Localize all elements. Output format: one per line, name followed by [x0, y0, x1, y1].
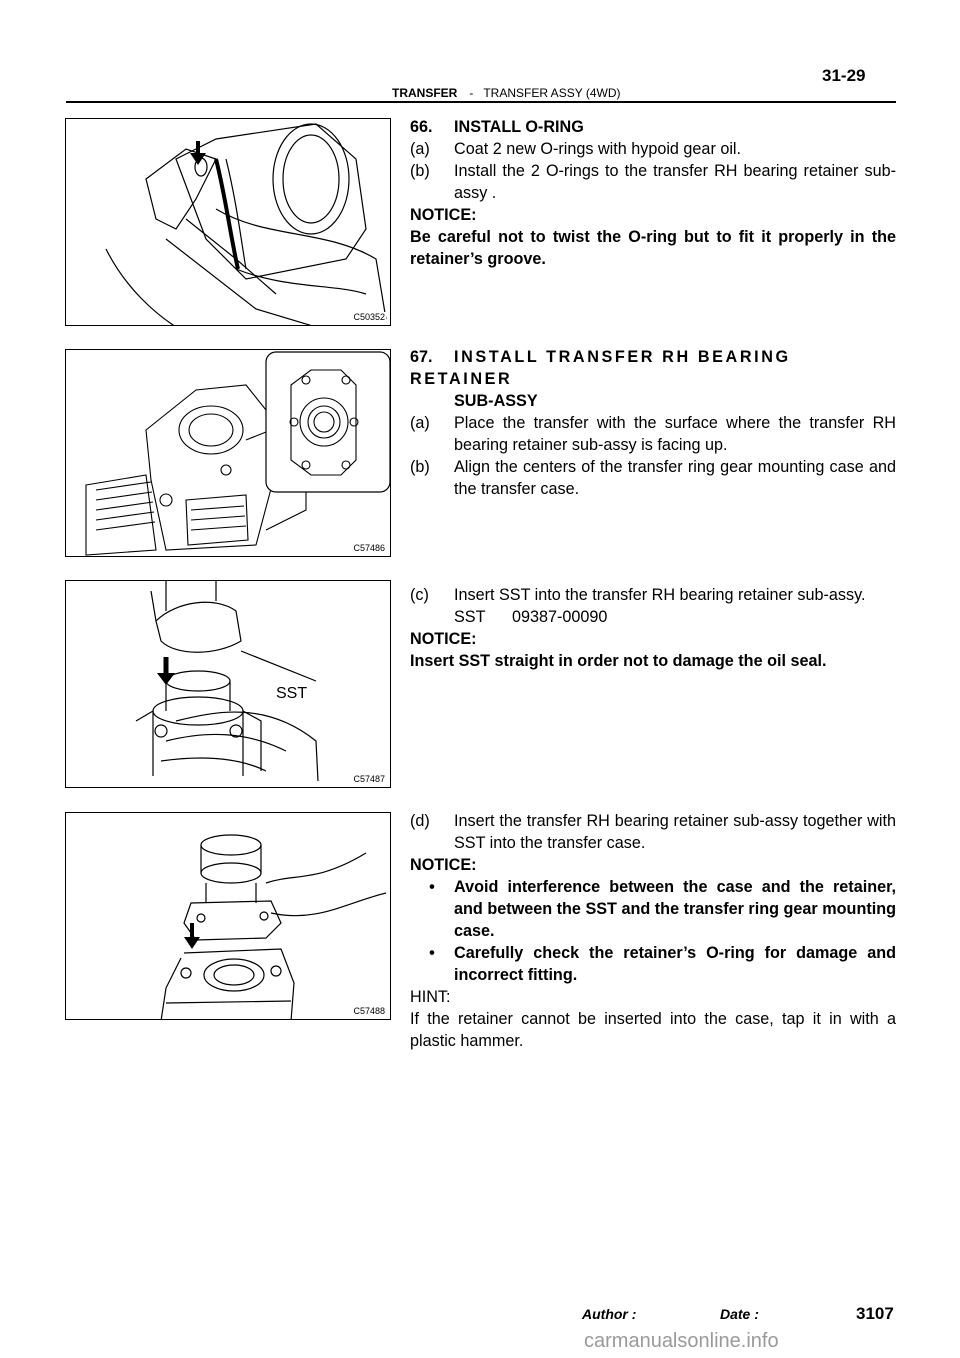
header-rule — [66, 101, 896, 103]
watermark: carmanualsonline.info — [584, 1330, 779, 1352]
figure-code: C57487 — [353, 774, 385, 784]
step-title: INSTALL O-RING — [454, 118, 584, 136]
step-67-heading — [410, 346, 896, 390]
transfer-illustration — [66, 350, 391, 557]
figure-code: C57488 — [353, 1006, 385, 1016]
notice-label: NOTICE: — [410, 630, 477, 648]
section-header — [392, 86, 620, 100]
sst-callout-label: SST — [276, 685, 308, 702]
notice-text: Insert SST straight in order not to damage the oil seal. — [410, 652, 827, 670]
notice-label: NOTICE: — [410, 856, 477, 874]
step-67c — [410, 584, 896, 672]
figure-oring-install — [65, 118, 391, 326]
subsection-title: TRANSFER ASSY (4WD) — [483, 86, 621, 100]
step-title: INSTALL TRANSFER RH BEARING RETAINER — [410, 348, 791, 388]
page-number: 31-29 — [822, 66, 866, 85]
date-label: Date : — [720, 1306, 759, 1322]
list-item: (c) Insert SST into the transfer RH bearing retainer sub-assy. — [410, 586, 866, 604]
bullet-item: • Carefully check the retainer’s O-ring for damage and incorrect fitting. — [429, 944, 896, 984]
step-title-continued: SUB-ASSY — [454, 392, 538, 410]
figure-code: C50352 — [353, 312, 385, 322]
step-67d — [410, 810, 896, 1052]
list-item: (b) Install the 2 O-rings to the transfer RH bearing retainer sub-assy . — [410, 162, 896, 202]
author-label: Author : — [582, 1306, 637, 1322]
figure-transfer-assy — [65, 349, 391, 557]
step-number: 66. — [410, 118, 433, 136]
bullet-item: • Avoid interference between the case and the retainer, and between the SST and the transfer ring gear mounting case. — [429, 878, 896, 940]
step-66 — [410, 116, 896, 270]
header-separator: - — [469, 86, 474, 100]
figure-sst-insert — [65, 580, 391, 788]
notice-text: Be careful not to twist the O-ring but to fit it properly in the retainer’s groove. — [410, 228, 896, 268]
sst-label: SST — [454, 608, 486, 626]
step-66-heading — [410, 116, 896, 138]
page-code: 3107 — [856, 1304, 894, 1323]
sst-illustration — [66, 581, 391, 788]
section-title: TRANSFER — [392, 86, 458, 100]
sst-value: 09387-00090 — [512, 608, 608, 626]
step-number: 67. — [410, 348, 433, 366]
oring-illustration — [66, 119, 391, 326]
figure-retainer-into-case — [65, 812, 391, 1020]
hint-label: HINT: — [410, 988, 451, 1006]
step-67 — [410, 346, 896, 500]
figure-code: C57486 — [353, 543, 385, 553]
hint-text: If the retainer cannot be inserted into the case, tap it in with a plastic hammer. — [410, 1010, 896, 1050]
list-item: (a) Coat 2 new O-rings with hypoid gear oil. — [410, 140, 742, 158]
retainer-illustration — [66, 813, 391, 1020]
list-item: (a) Place the transfer with the surface where the transfer RH bearing retainer sub-assy is facing up. — [410, 414, 896, 454]
list-item: (b) Align the centers of the transfer ring gear mounting case and the transfer case. — [410, 458, 896, 498]
list-item: (d) Insert the transfer RH bearing retainer sub-assy together with SST into the transfer case. — [410, 812, 896, 852]
sst-line — [410, 606, 896, 628]
notice-label: NOTICE: — [410, 206, 477, 224]
